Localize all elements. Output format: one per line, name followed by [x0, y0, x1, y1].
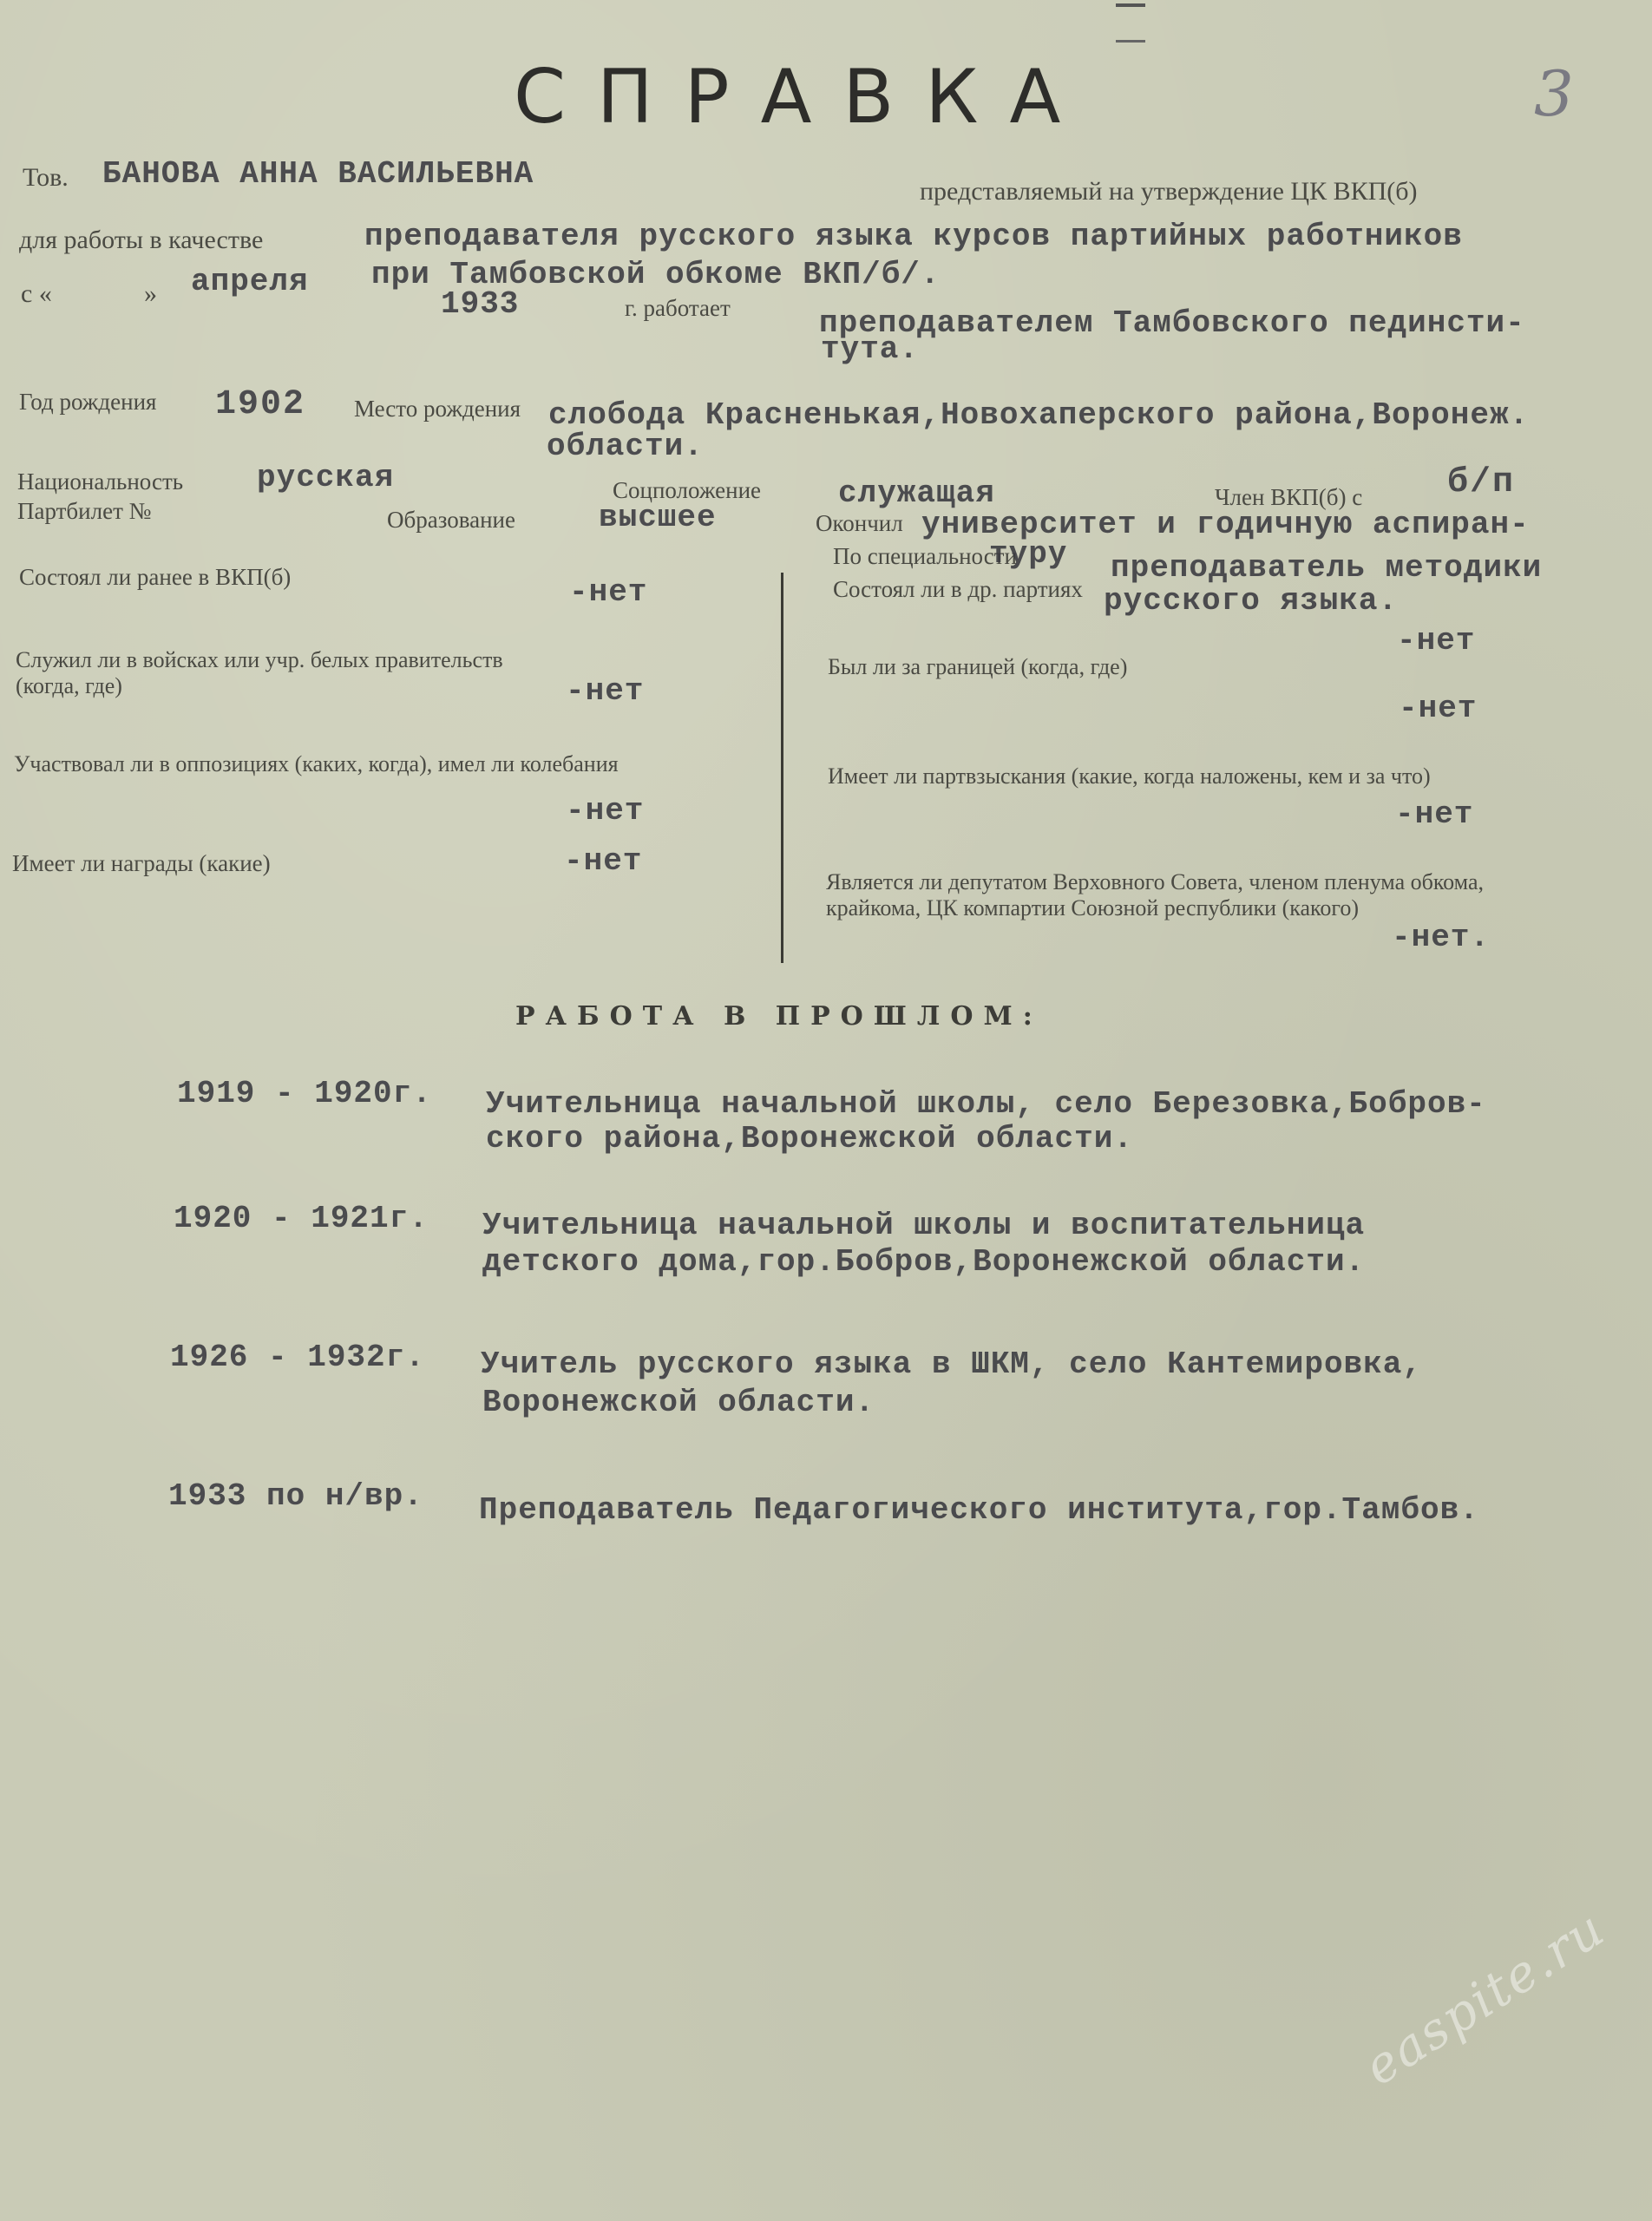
since-close: » — [144, 279, 157, 308]
social-value: служащая — [838, 475, 995, 511]
work-period: 1920 - 1921г. — [174, 1201, 429, 1236]
question-right-label: Является ли депутатом Верховного Совета, членом пленума обкома, крайкома, ЦК компартии Союзной республики (какого) — [826, 869, 1484, 921]
graduated-label: Окончил — [816, 510, 903, 536]
work-line2: детского дома,гор.Бобров,Воронежской области. — [482, 1244, 1366, 1280]
question-left-label: Служил ли в войсках или учр. белых правительств (когда, где) — [16, 647, 503, 698]
past-work-heading: РАБОТА В ПРОШЛОМ: — [515, 1001, 1043, 1032]
work-line1: Учитель русского языка в ШКМ, село Кантемировка, — [481, 1346, 1422, 1382]
birth-place-label: Место рождения — [354, 396, 521, 422]
member-label: Член ВКП(б) с — [1215, 484, 1363, 510]
work-line2: ского района,Воронежской области. — [486, 1121, 1133, 1156]
works-value-line2: тута. — [821, 331, 920, 367]
page-number: 3 — [1534, 57, 1574, 130]
member-value: б/п — [1447, 463, 1516, 502]
question-left-answer: -нет — [564, 843, 643, 879]
birth-year-label: Год рождения — [19, 389, 157, 415]
presented-label: представляемый на утверждение ЦК ВКП(б) — [920, 177, 1418, 206]
work-as-label: для работы в качестве — [19, 226, 264, 254]
graduated-line2: туру — [989, 536, 1068, 572]
birth-place-line2: области. — [547, 429, 704, 464]
archive-mark — [1116, 3, 1145, 43]
education-label: Образование — [387, 507, 515, 533]
work-line1: Учительница начальной школы и воспитательница — [482, 1208, 1366, 1243]
work-period: 1919 - 1920г. — [177, 1076, 432, 1111]
question-left-label: Участвовал ли в оппозициях (каких, когда), имел ли колебания — [14, 751, 619, 776]
question-left-label: Состоял ли ранее в ВКП(б) — [19, 564, 292, 590]
work-period: 1933 по н/вр. — [168, 1478, 423, 1514]
works-label: г. работает — [625, 295, 731, 321]
column-divider — [781, 573, 783, 963]
nationality-value: русская — [257, 460, 395, 495]
question-right-label: Имеет ли партвзыскания (какие, когда наложены, кем и за что) — [828, 763, 1431, 789]
birth-place-line1: слобода Красненькая,Новохаперского района,Воронеж. — [548, 397, 1530, 433]
question-left-answer: -нет — [569, 574, 648, 610]
person-name: БАНОВА АННА ВАСИЛЬЕВНА — [102, 156, 534, 192]
work-period: 1926 - 1932г. — [170, 1340, 425, 1375]
works-value-line1: преподавателем Тамбовского пединсти- — [819, 305, 1525, 341]
question-right-answer: -нет — [1399, 691, 1478, 726]
position-line1: преподавателя русского языка курсов партийных работников — [364, 219, 1463, 254]
question-right-label: Был ли за границей (когда, где) — [828, 654, 1128, 679]
document-title: СПРАВКА — [514, 54, 1092, 141]
question-right-label: Состоял ли в др. партиях — [833, 576, 1083, 602]
watermark: easpite.ru — [1354, 1898, 1616, 2098]
party-card-label: Партбилет № — [17, 498, 152, 524]
position-line2: при Тамбовской обкоме ВКП/б/. — [371, 257, 941, 292]
work-line1: Учительница начальной школы, село Березовка,Бобров- — [486, 1086, 1486, 1122]
question-left-label: Имеет ли награды (какие) — [12, 850, 271, 876]
question-right-answer: -нет. — [1392, 920, 1491, 955]
education-value: высшее — [599, 500, 717, 535]
nationality-label: Национальность — [17, 468, 184, 495]
question-left-answer: -нет — [566, 793, 645, 829]
specialty-line1: преподаватель методики — [1111, 550, 1543, 586]
social-label: Соцположение — [613, 477, 762, 503]
since-month: апреля — [191, 264, 309, 299]
work-line1: Преподаватель Педагогического института,гор.Тамбов. — [479, 1492, 1479, 1528]
specialty-label: По специальности — [833, 543, 1017, 569]
since-label: с « — [21, 279, 52, 308]
question-right-answer: -нет — [1395, 796, 1474, 832]
birth-year: 1902 — [215, 385, 306, 424]
question-right-answer: -нет — [1397, 623, 1476, 658]
graduated-line1: университет и годичную аспиран- — [921, 507, 1530, 542]
work-line2: Воронежской области. — [482, 1385, 875, 1420]
question-left-answer: -нет — [566, 673, 645, 709]
specialty-line2: русского языка. — [1104, 583, 1399, 619]
since-year: 1933 — [441, 286, 520, 322]
tov-label: Тов. — [23, 163, 69, 192]
